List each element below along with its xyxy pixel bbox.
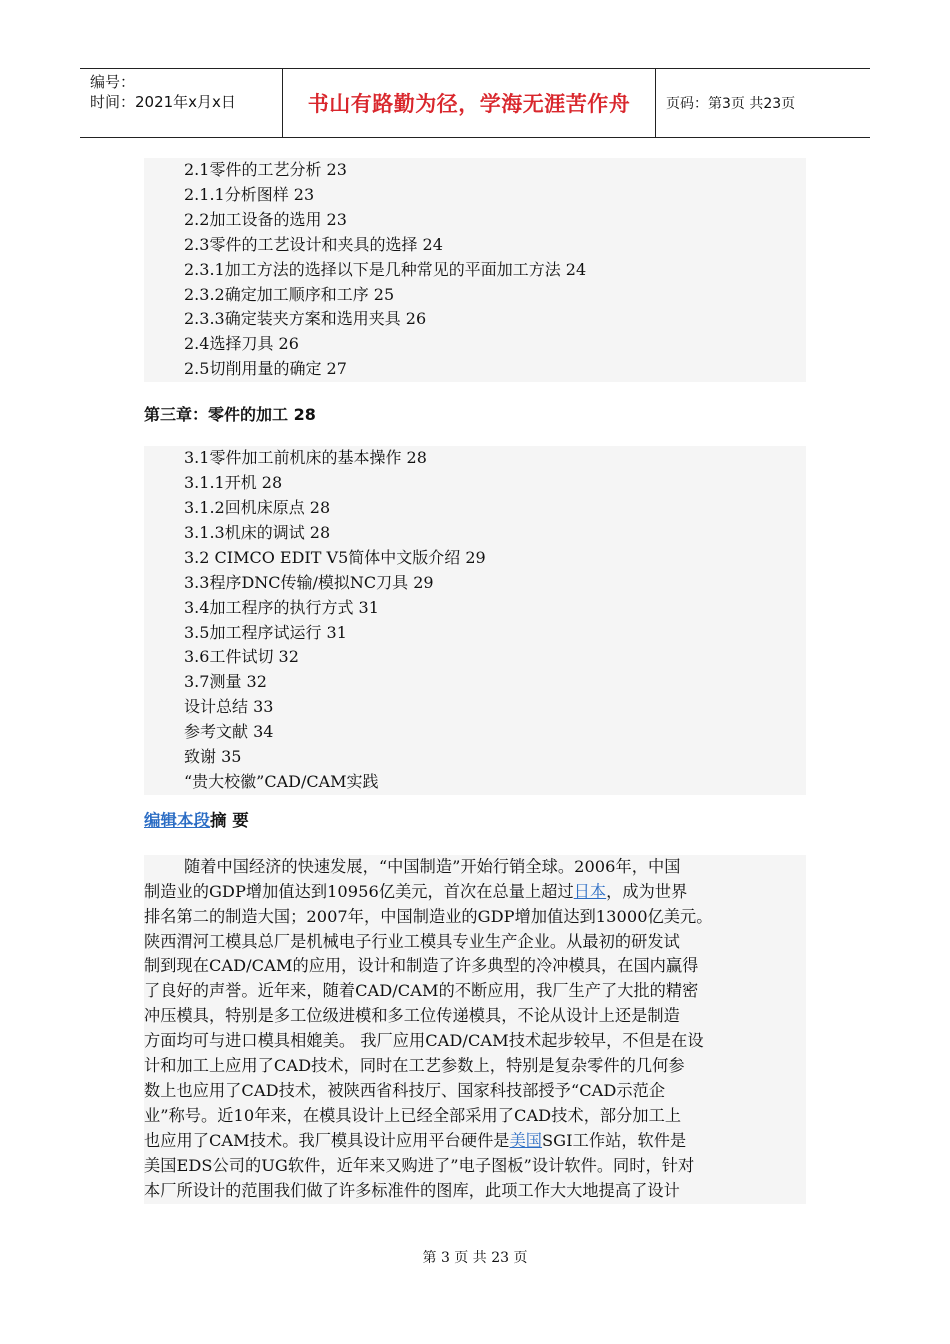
text-line: 方面均可与进口模具相媲美。 我厂应用CAD/CAM技术起步较早，不但是在设 — [144, 1031, 704, 1051]
abstract-paragraph — [144, 855, 806, 1204]
toc-item[interactable]: 2.3.2确定加工顺序和工序 25 — [184, 284, 395, 304]
text-line: 冲压模具，特别是多工位级进模和多工位传递模具，不论从设计上还是制造 — [144, 1006, 680, 1026]
motto: 书山有路勤为径，学海无涯苦作舟 — [307, 92, 631, 116]
toc-item[interactable]: 3.4加工程序的执行方式 31 — [184, 597, 379, 617]
edit-section-link[interactable]: 编辑本段 — [144, 810, 210, 830]
text-line: 数上也应用了CAD技术，被陕西省科技厅、国家科技部授予“CAD示范企 — [144, 1081, 666, 1100]
toc-item[interactable]: 2.3.1加工方法的选择以下是几种常见的平面加工方法 24 — [184, 259, 587, 279]
number-label: 编号： — [90, 73, 136, 91]
toc-item[interactable]: 设计总结 33 — [184, 697, 274, 717]
header-page-info — [656, 69, 870, 137]
toc-item[interactable]: 3.1零件加工前机床的基本操作 28 — [184, 448, 427, 468]
toc-item[interactable]: 3.6工件试切 32 — [184, 647, 299, 667]
toc-item[interactable]: 3.1.3机床的调试 28 — [184, 522, 331, 542]
toc-item[interactable]: 2.3.3确定装夹方案和选用夹具 26 — [184, 309, 427, 329]
document-body — [144, 158, 806, 1204]
text-span: SGI工作站，软件是 — [542, 1130, 687, 1150]
toc-item[interactable]: 3.1.2回机床原点 28 — [184, 497, 331, 517]
toc-item[interactable]: 参考文献 34 — [184, 722, 274, 742]
toc-item[interactable]: 2.5切削用量的确定 27 — [184, 359, 347, 379]
toc-item[interactable]: 2.1.1分析图样 23 — [184, 184, 315, 204]
chapter-3-heading: 第三章：零件的加工 28 — [144, 405, 316, 425]
toc-item[interactable]: 2.2加工设备的选用 23 — [184, 209, 347, 229]
toc-item[interactable]: 3.1.1开机 28 — [184, 473, 283, 493]
toc-item[interactable]: 致谢 35 — [184, 747, 242, 767]
text-span: 也应用了CAM技术。我厂模具设计应用平台硬件是 — [144, 1130, 510, 1150]
abstract-heading — [144, 809, 806, 833]
abstract-title: 摘 要 — [210, 810, 249, 830]
page-info: 页码：第3页 共23页 — [666, 96, 796, 112]
usa-link[interactable]: 美国 — [509, 1130, 543, 1150]
text-line: 计和加工上应用了CAD技术，同时在工艺参数上，特别是复杂零件的几何参 — [144, 1056, 685, 1076]
text-line: 制到现在CAD/CAM的应用，设计和制造了许多典型的冷冲模具，在国内赢得 — [144, 956, 699, 976]
toc-item[interactable]: 2.3零件的工艺设计和夹具的选择 24 — [184, 234, 443, 254]
page-header — [80, 68, 870, 138]
header-meta — [80, 69, 282, 137]
toc-section-2 — [144, 158, 806, 382]
text-line: 陕西渭河工模具总厂是机械电子行业工模具专业生产企业。从最初的研发试 — [144, 931, 680, 951]
toc-item[interactable]: 2.4选择刀具 26 — [184, 334, 299, 354]
text-span: ，成为世界 — [606, 881, 688, 901]
toc-item[interactable]: “贵大校徽”CAD/CAM实践 — [184, 771, 379, 791]
toc-item[interactable]: 3.2 CIMCO EDIT V5简体中文版介绍 29 — [184, 547, 486, 567]
text-line: 美国EDS公司的UG软件，近年来又购进了”电子图板”设计软件。同时，针对 — [144, 1155, 695, 1175]
text-line: 随着中国经济的快速发展，“中国制造”开始行销全球。2006年，中国 — [184, 856, 681, 876]
text-line — [144, 880, 806, 905]
page-footer: 第 3 页 共 23 页 — [422, 1250, 528, 1266]
text-line: 了良好的声誉。近年来，随着CAD/CAM的不断应用，我厂生产了大批的精密 — [144, 981, 699, 1001]
text-line: 本厂所设计的范围我们做了许多标准件的图库，此项工作大大地提高了设计 — [144, 1180, 680, 1200]
toc-item[interactable]: 2.1零件的工艺分析 23 — [184, 160, 347, 179]
text-line: 业”称号。近10年来，在模具设计上已经全部采用了CAD技术，部分加工上 — [144, 1105, 682, 1125]
toc-item[interactable]: 3.5加工程序试运行 31 — [184, 622, 347, 642]
toc-item[interactable]: 3.3程序DNC传输/模拟NC刀具 29 — [184, 572, 434, 592]
toc-section-3 — [144, 446, 806, 795]
text-line: 排名第二的制造大国；2007年，中国制造业的GDP增加值达到13000亿美元。 — [144, 906, 713, 926]
toc-item[interactable]: 3.7测量 32 — [184, 672, 267, 692]
japan-link[interactable]: 日本 — [573, 881, 607, 901]
text-span: 制造业的GDP增加值达到10956亿美元，首次在总量上超过 — [144, 881, 574, 901]
text-line — [144, 1129, 806, 1154]
time-label: 时间：2021年x月x日 — [90, 93, 236, 111]
header-motto-cell — [282, 69, 656, 137]
